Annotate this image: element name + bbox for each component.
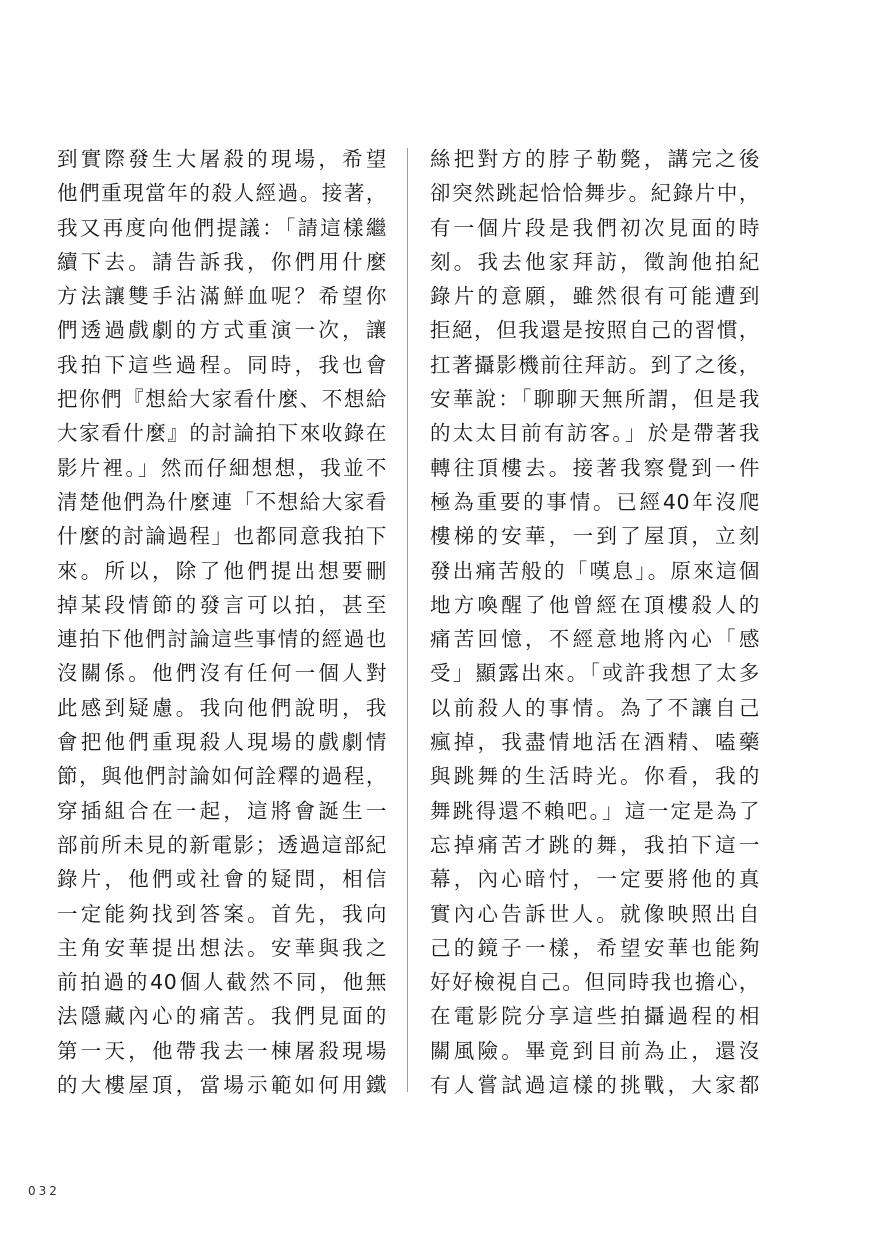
text-line: 拒絕，但我還是按照自己的習慣， xyxy=(430,318,760,343)
text-line: 扛著攝影機前往拜訪。到了之後， xyxy=(430,352,760,377)
text-line: 續下去。請告訴我，你們用什麼 xyxy=(57,249,387,274)
text-line: 把你們『想給大家看什麼、不想給 xyxy=(57,387,387,412)
text-line: 轉往頂樓去。接著我察覺到一件 xyxy=(430,455,760,480)
text-line: 以前殺人的事情。為了不讓自己 xyxy=(430,695,760,720)
text-line: 己的鏡子一樣，希望安華也能夠 xyxy=(430,935,760,960)
text-line: 瘋掉，我盡情地活在酒精、嗑藥 xyxy=(430,730,760,755)
text-line: 一定能夠找到答案。首先，我向 xyxy=(57,901,387,926)
text-line: 第一天，他帶我去一棟屠殺現場 xyxy=(57,1038,387,1063)
text-line: 實內心告訴世人。就像映照出自 xyxy=(430,901,760,926)
text-line: 連拍下他們討論這些事情的經過也 xyxy=(57,627,387,652)
text-line: 此感到疑慮。我向他們說明，我 xyxy=(57,695,387,720)
text-line: 地方喚醒了他曾經在頂樓殺人的 xyxy=(430,592,760,617)
text-line: 清楚他們為什麼連「不想給大家看 xyxy=(57,489,387,514)
text-line: 有人嘗試過這樣的挑戰，大家都 xyxy=(430,1073,760,1098)
right-text-column xyxy=(430,142,760,1102)
text-line: 我拍下這些過程。同時，我也會 xyxy=(57,352,387,377)
text-line: 舞跳得還不賴吧。」這一定是為了 xyxy=(430,798,760,823)
text-line: 極為重要的事情。已經40年沒爬 xyxy=(430,489,760,514)
text-line: 與跳舞的生活時光。你看，我的 xyxy=(430,764,760,789)
text-line: 好好檢視自己。但同時我也擔心， xyxy=(430,970,760,995)
text-line: 節，與他們討論如何詮釋的過程， xyxy=(57,764,387,789)
text-line: 我又再度向他們提議：「請這樣繼 xyxy=(57,215,387,240)
text-line: 來。所以，除了他們提出想要刪 xyxy=(57,558,387,583)
text-line: 的太太目前有訪客。」於是帶著我 xyxy=(430,421,760,446)
text-line: 主角安華提出想法。安華與我之 xyxy=(57,935,387,960)
text-line: 他們重現當年的殺人經過。接著， xyxy=(57,181,387,206)
text-line: 幕，內心暗忖，一定要將他的真 xyxy=(430,867,760,892)
text-line: 關風險。畢竟到目前為止，還沒 xyxy=(430,1038,760,1063)
text-line: 大家看什麼』的討論拍下來收錄在 xyxy=(57,421,387,446)
text-line: 發出痛苦般的「嘆息」。原來這個 xyxy=(430,558,760,583)
page-number: 032 xyxy=(28,1184,60,1198)
text-line: 們透過戲劇的方式重演一次，讓 xyxy=(57,318,387,343)
text-line: 會把他們重現殺人現場的戲劇情 xyxy=(57,730,387,755)
text-line: 卻突然跳起恰恰舞步。紀錄片中， xyxy=(430,181,760,206)
text-line: 有一個片段是我們初次見面的時 xyxy=(430,215,760,240)
text-line: 刻。我去他家拜訪，徵詢他拍紀 xyxy=(430,249,760,274)
text-line: 到實際發生大屠殺的現場，希望 xyxy=(57,147,387,171)
text-line: 穿插組合在一起，這將會誕生一 xyxy=(57,798,387,823)
left-text-column xyxy=(57,142,387,1102)
text-line: 錄片的意願，雖然很有可能遭到 xyxy=(430,284,760,309)
column-divider xyxy=(407,148,408,1092)
text-line: 沒關係。他們沒有任何一個人對 xyxy=(57,661,387,686)
text-line: 錄片，他們或社會的疑問，相信 xyxy=(57,867,387,892)
text-line: 樓梯的安華，一到了屋頂，立刻 xyxy=(430,524,760,549)
text-line: 什麼的討論過程」也都同意我拍下 xyxy=(57,524,387,549)
text-line: 的大樓屋頂，當場示範如何用鐵 xyxy=(57,1073,387,1098)
text-line: 前拍過的40個人截然不同，他無 xyxy=(57,970,387,995)
text-line: 痛苦回憶，不經意地將內心「感 xyxy=(430,627,760,652)
text-line: 部前所未見的新電影；透過這部紀 xyxy=(57,832,387,857)
text-line: 影片裡。」然而仔細想想，我並不 xyxy=(57,455,387,480)
text-line: 在電影院分享這些拍攝過程的相 xyxy=(430,1004,760,1029)
text-line: 絲把對方的脖子勒斃，講完之後 xyxy=(430,147,760,171)
text-line: 法隱藏內心的痛苦。我們見面的 xyxy=(57,1004,387,1029)
text-line: 方法讓雙手沾滿鮮血呢？希望你 xyxy=(57,284,387,309)
text-line: 忘掉痛苦才跳的舞，我拍下這一 xyxy=(430,832,760,857)
text-line: 受」顯露出來。「或許我想了太多 xyxy=(430,661,760,686)
text-line: 安華說：「聊聊天無所謂，但是我 xyxy=(430,387,760,412)
text-line: 掉某段情節的發言可以拍，甚至 xyxy=(57,592,387,617)
